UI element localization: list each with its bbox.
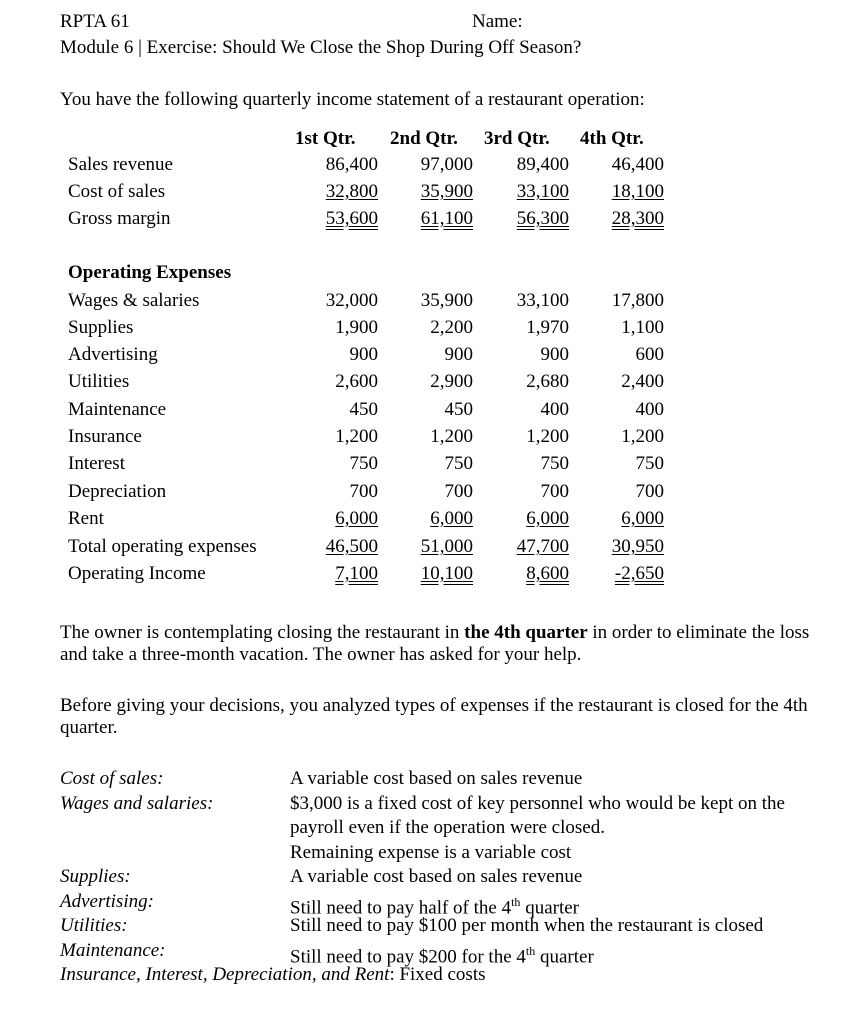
cell-value: 17,800 xyxy=(611,290,664,311)
cell-value: 6,000 xyxy=(526,508,569,529)
owner-text-bold: the 4th quarter xyxy=(464,622,588,643)
row-label: Advertising xyxy=(68,344,158,365)
cell-value: 400 xyxy=(635,399,664,420)
row-label: Cost of sales xyxy=(68,181,166,202)
cell-value: 750 xyxy=(349,453,378,474)
cell-value: 450 xyxy=(444,399,473,420)
owner-paragraph xyxy=(60,622,835,666)
cell-value: 700 xyxy=(444,481,473,502)
row-label: Operating Income xyxy=(68,563,206,584)
advertising-text: Still need to pay half of the 4 xyxy=(290,897,512,919)
note-text-supplies: A variable cost based on sales revenue xyxy=(290,866,583,887)
cell-value: 56,300 xyxy=(516,208,569,229)
cell-value: 1,900 xyxy=(335,317,378,338)
cell-value: 750 xyxy=(540,453,569,474)
cell-value: 10,100 xyxy=(420,563,473,584)
note-text-utilities: Still need to pay $100 per month when the restaurant is closed xyxy=(290,915,764,936)
cell-value: 53,600 xyxy=(325,208,378,229)
cell-value: 450 xyxy=(349,399,378,420)
cell-value: 700 xyxy=(540,481,569,502)
row-label: Gross margin xyxy=(68,208,171,229)
cell-value: 46,400 xyxy=(611,154,664,175)
cell-value: 1,200 xyxy=(430,426,473,447)
cell-value: 18,100 xyxy=(611,181,664,202)
note-label-wages: Wages and salaries: xyxy=(60,793,214,814)
cell-value: 700 xyxy=(635,481,664,502)
row-label: Wages & salaries xyxy=(68,290,200,311)
advertising-text-end: quarter xyxy=(520,897,579,919)
quarter-header: 4th Qtr. xyxy=(580,128,644,149)
cell-value: -2,650 xyxy=(614,563,664,584)
cell-value: 2,680 xyxy=(526,371,569,392)
row-label: Insurance xyxy=(68,426,142,447)
cell-value: 6,000 xyxy=(621,508,664,529)
row-label: Interest xyxy=(68,453,125,474)
owner-text-start: The owner is contemplating closing the restaurant in xyxy=(60,622,465,643)
cell-value: 2,600 xyxy=(335,371,378,392)
cell-value: 86,400 xyxy=(325,154,378,175)
cell-value: 33,100 xyxy=(516,181,569,202)
cell-value: 28,300 xyxy=(611,208,664,229)
cell-value: 8,600 xyxy=(526,563,569,584)
maintenance-text: Still need to pay $200 for the 4 xyxy=(290,946,526,968)
cell-value: 400 xyxy=(540,399,569,420)
note-label-fixed: Insurance, Interest, Depreciation, and Rent xyxy=(60,964,390,985)
note-label-cost-of-sales: Cost of sales: xyxy=(60,768,164,789)
cell-value: 6,000 xyxy=(335,508,378,529)
owner-text-end: in order to eliminate the loss and take a three-month vacation. The owner has asked for your help. xyxy=(60,622,810,665)
cell-value: 6,000 xyxy=(430,508,473,529)
note-label-supplies: Supplies: xyxy=(60,866,131,887)
cell-value: 2,400 xyxy=(621,371,664,392)
cell-value: 750 xyxy=(444,453,473,474)
cell-value: 97,000 xyxy=(420,154,473,175)
row-label: Depreciation xyxy=(68,481,167,502)
row-label: Utilities xyxy=(68,371,130,392)
name-label: Name: xyxy=(472,11,523,32)
cell-value: 7,100 xyxy=(335,563,378,584)
cell-value: 89,400 xyxy=(516,154,569,175)
course-code: RPTA 61 xyxy=(60,11,130,32)
note-text-fixed: : Fixed costs xyxy=(389,964,486,985)
row-label: Total operating expenses xyxy=(68,536,257,557)
cell-value: 47,700 xyxy=(516,536,569,557)
row-label: Supplies xyxy=(68,317,134,338)
cell-value: 32,800 xyxy=(325,181,378,202)
cell-value: 2,900 xyxy=(430,371,473,392)
cell-value: 46,500 xyxy=(325,536,378,557)
module-title: Module 6 | Exercise: Should We Close the Shop During Off Season? xyxy=(60,37,582,58)
quarter-header: 3rd Qtr. xyxy=(484,128,550,149)
ordinal-suffix: th xyxy=(525,944,536,958)
opex-heading: Operating Expenses xyxy=(68,262,232,283)
cell-value: 2,200 xyxy=(430,317,473,338)
cell-value: 750 xyxy=(635,453,664,474)
cell-value: 900 xyxy=(444,344,473,365)
cell-value: 30,950 xyxy=(611,536,664,557)
note-label-advertising: Advertising: xyxy=(60,891,154,912)
cell-value: 900 xyxy=(540,344,569,365)
cell-value: 900 xyxy=(349,344,378,365)
note-text-wages-3: Remaining expense is a variable cost xyxy=(290,842,572,863)
cell-value: 35,900 xyxy=(420,181,473,202)
note-label-maintenance: Maintenance: xyxy=(60,940,166,961)
note-label-utilities: Utilities: xyxy=(60,915,128,936)
row-label: Rent xyxy=(68,508,104,529)
ordinal-suffix: th xyxy=(511,895,521,909)
cell-value: 61,100 xyxy=(420,208,473,229)
cell-value: 33,100 xyxy=(516,290,569,311)
cell-value: 35,900 xyxy=(420,290,473,311)
analysis-paragraph: Before giving your decisions, you analyzed types of expenses if the restaurant is closed for the 4th quarter. xyxy=(60,695,808,738)
note-text-cost-of-sales: A variable cost based on sales revenue xyxy=(290,768,583,789)
row-label: Maintenance xyxy=(68,399,167,420)
note-text-wages-1: $3,000 is a fixed cost of key personnel who would be kept on the xyxy=(290,793,785,814)
cell-value: 700 xyxy=(349,481,378,502)
quarter-header: 2nd Qtr. xyxy=(390,128,458,149)
quarter-header: 1st Qtr. xyxy=(295,128,356,149)
cell-value: 1,100 xyxy=(621,317,664,338)
cell-value: 1,970 xyxy=(526,317,569,338)
cell-value: 51,000 xyxy=(420,536,473,557)
intro-text: You have the following quarterly income statement of a restaurant operation: xyxy=(60,89,645,110)
cell-value: 600 xyxy=(635,344,664,365)
cell-value: 1,200 xyxy=(526,426,569,447)
note-text-wages-2: payroll even if the operation were closed. xyxy=(290,817,605,838)
maintenance-text-end: quarter xyxy=(535,946,594,968)
row-label: Sales revenue xyxy=(68,154,173,175)
cell-value: 1,200 xyxy=(335,426,378,447)
note-fixed-costs xyxy=(60,964,486,986)
cell-value: 1,200 xyxy=(621,426,664,447)
cell-value: 32,000 xyxy=(325,290,378,311)
